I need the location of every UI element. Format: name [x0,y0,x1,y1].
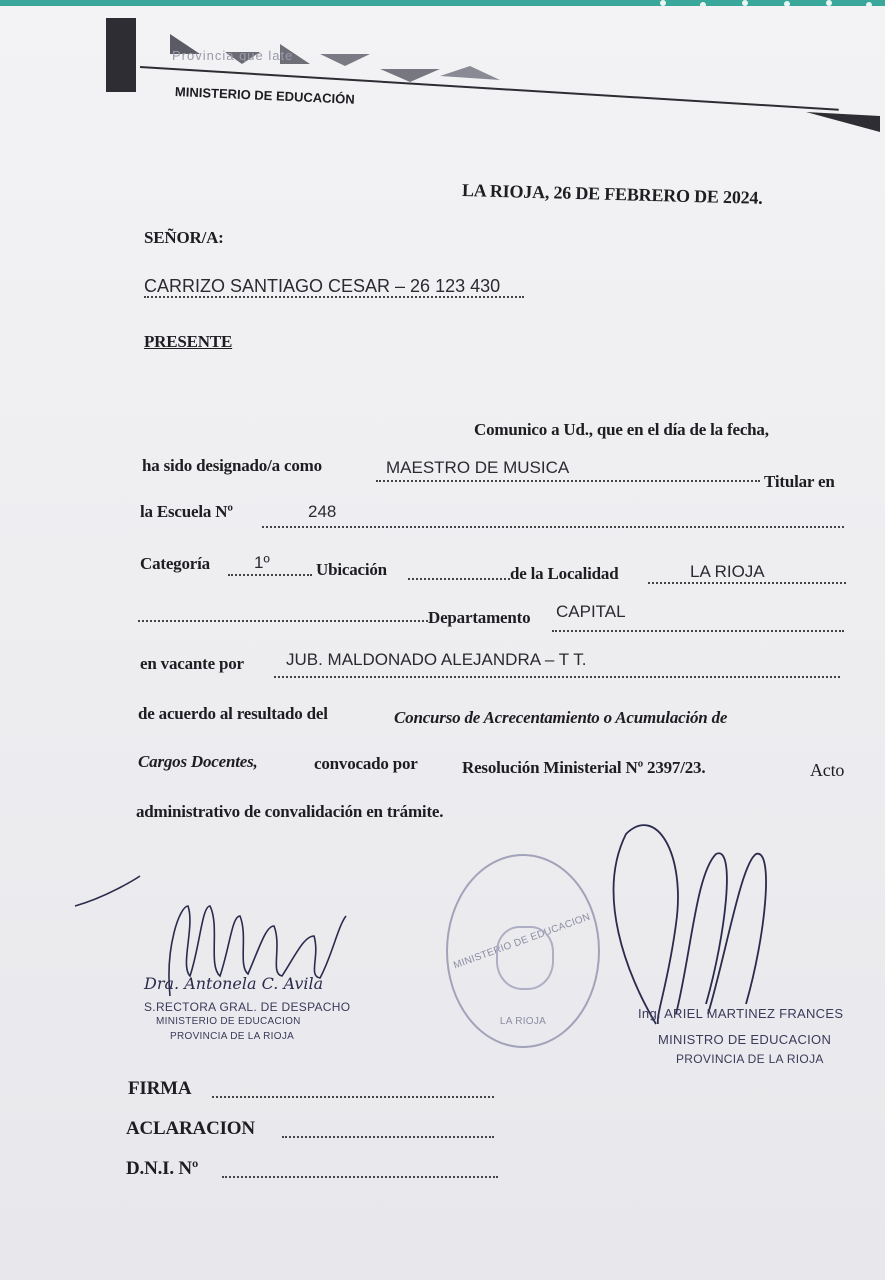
departamento-leading-dots [138,620,428,622]
aclaracion-dotted-line [282,1136,494,1138]
left-signature-province: PROVINCIA DE LA RIOJA [170,1031,295,1042]
ubicacion-label: Ubicación [316,560,387,579]
date-line: LA RIOJA, 26 DE FEBRERO DE 2024. [461,180,763,208]
escuela-value: 248 [308,502,337,521]
right-signature-name: Ing. ARIEL MARTINEZ FRANCES [638,1006,844,1021]
dni-label: D.N.I. Nº [126,1158,199,1179]
firma-label: FIRMA [128,1078,192,1099]
categoria-label: Categoría [140,554,210,573]
designado-label: ha sido designado/a como [142,456,322,475]
paragraph-line-3: administrativo de convalidación en trámite. [136,802,444,821]
right-signature-province: PROVINCIA DE LA RIOJA [676,1052,824,1066]
escuela-dotted-line [262,526,844,528]
logo-block [106,18,136,92]
localidad-value: LA RIOJA [690,562,765,581]
paragraph-line-2c: Resolución Ministerial Nº 2397/23. [462,758,706,777]
departamento-dotted-line [552,630,844,632]
left-signature-handwritten: Dra. Antonela C. Avila [144,974,324,993]
cargo-dotted-line [376,480,760,482]
right-signature-scribble [596,814,796,1034]
right-signature-title: MINISTRO DE EDUCACION [658,1032,832,1047]
paragraph-line-1b: Concurso de Acrecentamiento o Acumulación de [394,708,728,727]
departamento-label: Departamento [428,608,531,627]
localidad-dotted-line [648,582,846,584]
seal-bottom-text: LA RIOJA [499,1016,547,1027]
departamento-value: CAPITAL [556,602,626,621]
aclaracion-label: ACLARACION [126,1118,255,1139]
body-intro: Comunico a Ud., que en el día de la fecha, [474,420,769,439]
left-signature-title: S.RECTORA GRAL. DE DESPACHO [144,1000,351,1014]
salutation: SEÑOR/A: [144,228,224,247]
paragraph-line-1a: de acuerdo al resultado del [138,704,328,723]
seal-emblem-icon [496,926,554,990]
paragraph-line-2a: Cargos Docentes, [138,752,258,771]
categoria-dotted-line [228,574,312,576]
left-signature-ministry: MINISTERIO DE EDUCACION [156,1016,301,1027]
cargo-value: MAESTRO DE MUSICA [386,458,570,477]
firma-dotted-line [212,1096,494,1098]
ubicacion-dotted-line [408,578,510,580]
ministry-name: MINISTERIO DE EDUCACIÓN [174,84,355,107]
ministry-seal [446,854,600,1048]
recipient-dotted-line [144,296,524,298]
document-page [0,6,885,1280]
dni-dotted-line [222,1176,498,1178]
escuela-label: la Escuela Nº [140,502,233,521]
localidad-label: de la Localidad [510,564,619,583]
vacante-dotted-line [274,676,840,678]
paragraph-line-2d: Acto [810,760,845,780]
paragraph-line-2b: convocado por [314,754,418,773]
vacante-value: JUB. MALDONADO ALEJANDRA – T T. [286,650,587,669]
categoria-value: 1º [254,553,270,572]
recipient-name: CARRIZO SANTIAGO CESAR – 26 123 430 [144,276,501,296]
seal-top-text: MINISTERIO DE EDUCACION [452,911,592,972]
brand-text: Provincia que late [172,48,294,63]
header-rule-wedge [806,112,880,132]
vacante-label: en vacante por [140,654,244,673]
presente-heading: PRESENTE [144,332,233,351]
titular-label: Titular en [764,472,835,491]
